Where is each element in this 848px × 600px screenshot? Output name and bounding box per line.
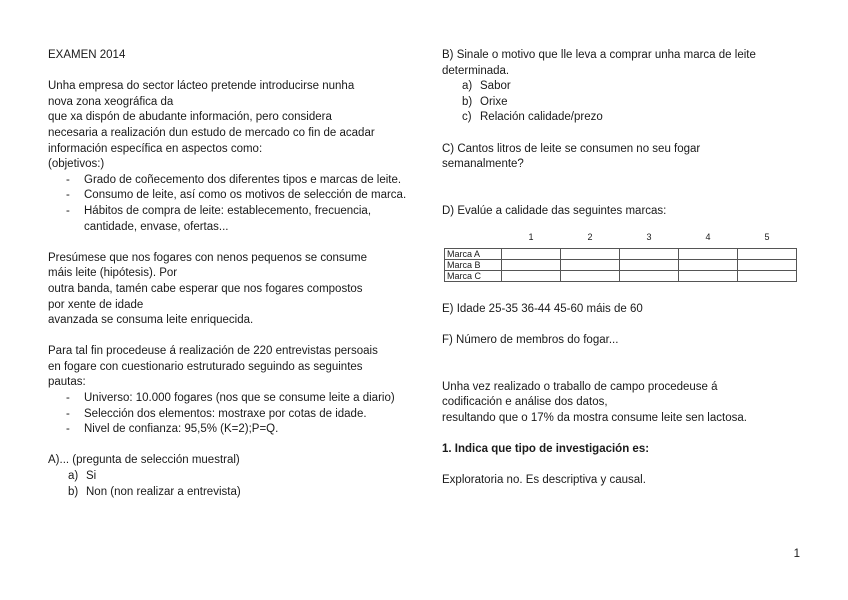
task-1-answer: Exploratoria no. Es descriptiva y causal.: [442, 474, 646, 487]
method-line: Para tal fin procedeuse á realización de 220 entrevistas persoais: [48, 345, 378, 358]
intro-line: necesaria a realización dun estudo de mercado co fin de acadar: [48, 126, 375, 139]
rating-cell[interactable]: [738, 259, 797, 270]
rating-cell[interactable]: [679, 259, 738, 270]
exam-title: EXAMEN 2014: [48, 49, 126, 61]
question-b-options: [442, 79, 802, 126]
rating-cell[interactable]: [561, 248, 620, 259]
hypothesis-line: avanzada se consuma leite enriquecida.: [48, 314, 254, 327]
hypothesis-line: máis leite (hipótesis). Por: [48, 267, 178, 280]
brand-label: Marca B: [445, 259, 502, 270]
pauta-item: - Nivel de confianza: 95,5% (K=2);P=Q.: [84, 422, 408, 438]
option-mark: a): [68, 470, 79, 483]
intro-line: nova zona xeográfica da: [48, 95, 174, 108]
fieldwork-line: codificación e análise dos datos,: [442, 396, 608, 409]
option-item: [68, 469, 408, 485]
rating-cell[interactable]: [738, 270, 797, 281]
rating-header: 4: [705, 231, 711, 242]
option-mark: b): [462, 95, 473, 108]
rating-cell[interactable]: [561, 270, 620, 281]
brand-label: Marca A: [445, 248, 502, 259]
hypothesis-line: Presúmese que nos fogares con nenos pequenos se consume: [48, 251, 368, 264]
option-mark: a): [462, 80, 473, 93]
question-a: A)... (pregunta de selección muestral): [48, 454, 240, 467]
option-text: Relación calidade/prezo: [480, 111, 603, 124]
rating-cell[interactable]: [502, 248, 561, 259]
question-b-line: determinada.: [442, 64, 510, 77]
objective-item: - Hábitos de compra de leite: establecemento, frecuencia, cantidade, envase, ofertas...: [84, 204, 408, 235]
question-c-line: semanalmente?: [442, 158, 524, 171]
brand-row: [445, 270, 797, 281]
pauta-item: - Universo: 10.000 fogares (nos que se consume leite a diario): [84, 391, 408, 407]
rating-header: 2: [587, 231, 593, 242]
option-text: Non (non realizar a entrevista): [86, 485, 241, 498]
rating-header: 5: [764, 231, 770, 242]
rating-header: 3: [646, 231, 652, 242]
intro-line: Unha empresa do sector lácteo pretende introducirse nunha: [48, 80, 355, 93]
pauta-item: - Selección dos elementos: mostraxe por cotas de idade.: [84, 407, 408, 423]
option-item: [68, 485, 408, 501]
objective-item: - Consumo de leite, así como os motivos de selección de marca.: [84, 188, 408, 204]
question-d: D) Evalúe a calidade das seguintes marcas:: [442, 204, 667, 217]
hypothesis-line: por xente de idade: [48, 298, 144, 311]
fieldwork-line: resultando que o 17% da mostra consume leite sen lactosa.: [442, 411, 747, 424]
rating-cell[interactable]: [620, 259, 679, 270]
option-text: Sabor: [480, 80, 511, 93]
hypothesis-line: outra banda, tamén cabe esperar que nos fogares compostos: [48, 282, 363, 295]
intro-line: (objetivos:): [48, 158, 105, 171]
fieldwork-line: Unha vez realizado o traballo de campo procedeuse á: [442, 380, 718, 393]
brand-row: [445, 248, 797, 259]
intro-line: información específica en aspectos como:: [48, 142, 263, 155]
question-c-line: C) Cantos litros de leite se consumen no seu fogar: [442, 142, 701, 155]
right-column: [442, 48, 802, 489]
method-line: en fogare con cuestionario estruturado seguindo as seguintes: [48, 360, 363, 373]
rating-cell[interactable]: [679, 270, 738, 281]
page-number: 1: [793, 548, 800, 560]
rating-header: 1: [528, 231, 534, 242]
option-item: [462, 95, 802, 111]
rating-cell[interactable]: [620, 270, 679, 281]
method-line: pautas:: [48, 376, 86, 389]
task-1-heading: 1. Indica que tipo de investigación es:: [442, 442, 650, 455]
left-column: [48, 48, 408, 500]
question-b-line: B) Sinale o motivo que lle leva a comprar unha marca de leite: [442, 49, 756, 61]
option-mark: b): [68, 485, 79, 498]
rating-cell[interactable]: [561, 259, 620, 270]
pautas-list: [48, 391, 408, 438]
rating-cell[interactable]: [620, 248, 679, 259]
rating-cell[interactable]: [679, 248, 738, 259]
objectives-list: [48, 173, 408, 235]
intro-line: que xa dispón de abudante información, pero considera: [48, 111, 332, 124]
question-e: E) Idade 25-35 36-44 45-60 máis de 60: [442, 302, 643, 315]
option-text: Orixe: [480, 95, 508, 108]
brand-rating-table: [444, 230, 797, 282]
brand-row: [445, 259, 797, 270]
option-item: [462, 79, 802, 95]
option-item: [462, 110, 802, 126]
rating-scale-row: [445, 230, 797, 249]
option-text: Si: [86, 470, 97, 483]
brand-label: Marca C: [445, 270, 502, 281]
rating-cell[interactable]: [502, 270, 561, 281]
rating-cell[interactable]: [738, 248, 797, 259]
question-f: F) Número de membros do fogar...: [442, 333, 619, 346]
question-a-options: [48, 469, 408, 500]
rating-header-blank: [445, 230, 502, 249]
rating-cell[interactable]: [502, 259, 561, 270]
objective-item: - Grado de coñecemento dos diferentes tipos e marcas de leite.: [84, 173, 408, 189]
option-mark: c): [462, 111, 472, 124]
